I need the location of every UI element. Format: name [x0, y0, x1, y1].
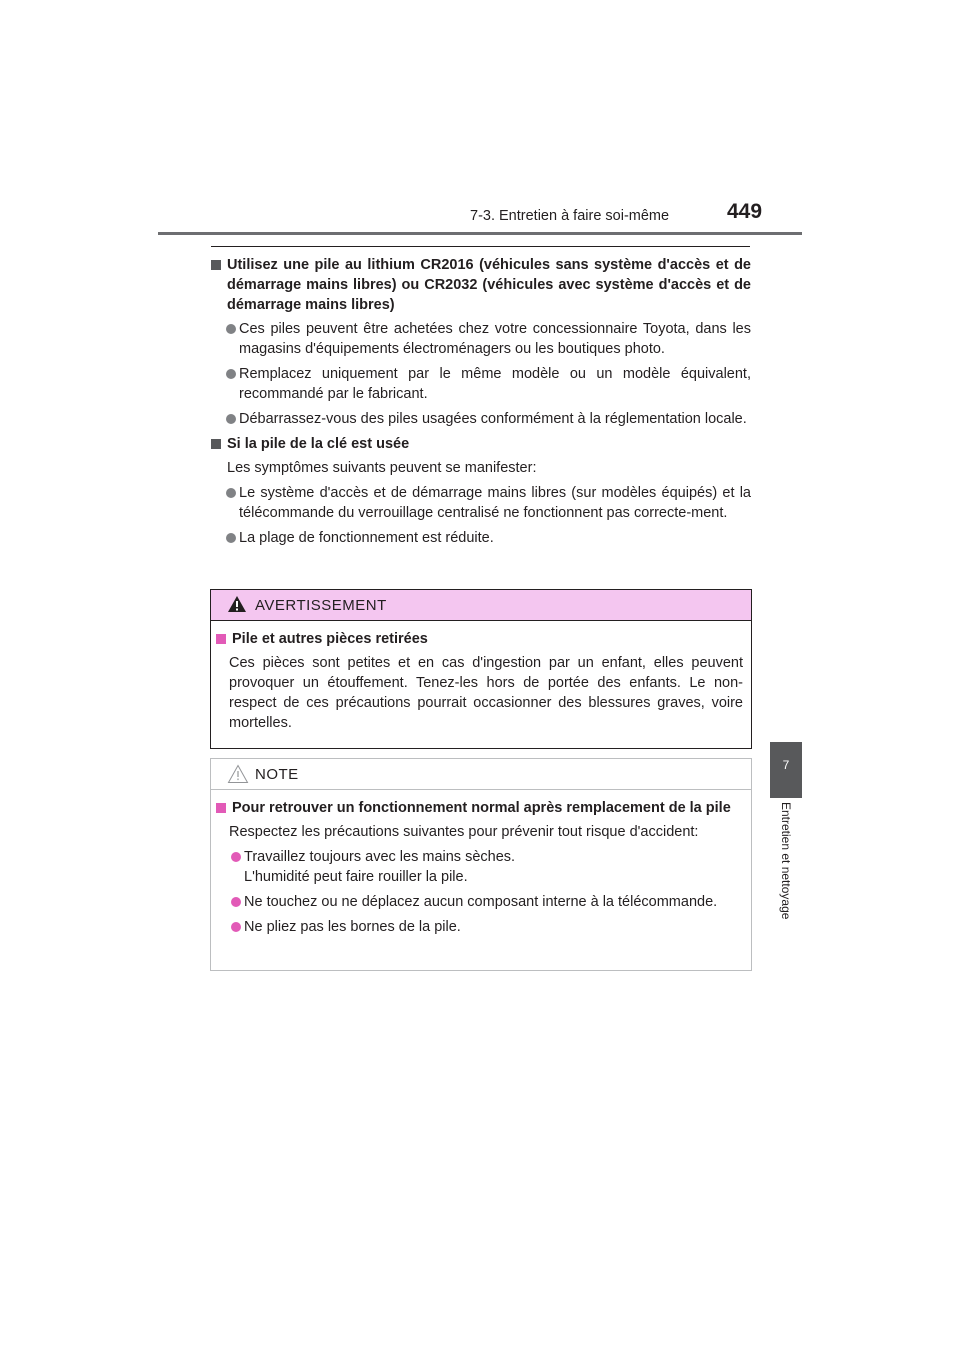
list-item: Le système d'accès et de démarrage mains libres (sur modèles équipés) et la télécommande du verrouillage centralisé ne fonctionnent pas correcte-ment.	[211, 483, 751, 523]
warning-title: AVERTISSEMENT	[255, 597, 387, 614]
note-box	[210, 758, 752, 971]
list-item: Ne touchez ou ne déplacez aucun composant interne à la télécommande.	[216, 892, 743, 912]
round-bullet-icon	[226, 369, 236, 379]
square-bullet-icon	[211, 260, 221, 270]
page-number: 449	[727, 200, 763, 223]
note-body	[211, 790, 751, 937]
warning-icon	[227, 595, 247, 613]
header-divider	[158, 232, 802, 235]
square-bullet-icon	[211, 439, 221, 449]
list-item: Travaillez toujours avec les mains sèches. L'humidité peut faire rouiller la pile.	[216, 847, 743, 887]
main-content	[211, 255, 751, 553]
list-item: La plage de fonctionnement est réduite.	[211, 528, 751, 548]
round-bullet-icon	[231, 852, 241, 862]
square-bullet-icon	[216, 634, 226, 644]
note-title: NOTE	[255, 766, 299, 783]
caution-outline-icon	[227, 764, 249, 784]
note-intro: Respectez les précautions suivantes pour prévenir tout risque d'accident:	[229, 824, 699, 840]
list-item: Débarrassez-vous des piles usagées conformément à la réglementation locale.	[211, 409, 751, 429]
warning-heading: Pile et autres pièces retirées	[216, 629, 743, 649]
section-title: 7-3. Entretien à faire soi-même	[470, 208, 670, 224]
content-divider	[211, 246, 750, 247]
note-header	[211, 759, 751, 790]
chapter-title-wrap	[770, 802, 802, 950]
warning-box	[210, 589, 752, 749]
worn-battery-heading: Si la pile de la clé est usée	[211, 434, 751, 454]
warning-body	[211, 621, 751, 733]
list-item: Ne pliez pas les bornes de la pile.	[216, 917, 743, 937]
round-bullet-icon	[226, 533, 236, 543]
round-bullet-icon	[231, 922, 241, 932]
note-heading: Pour retrouver un fonctionnement normal après remplacement de la pile	[216, 798, 743, 818]
list-item: Remplacez uniquement par le même modèle ou un modèle équivalent, recommandé par le fabricant.	[211, 364, 751, 404]
worn-intro: Les symptômes suivants peuvent se manifester:	[227, 460, 537, 476]
warning-text: Ces pièces sont petites et en cas d'ingestion par un enfant, elles peuvent provoquer un étouffement. Tenez-les hors de portée des enfants. Le non-respect de ces précautions pourrait occasionner des blessures graves, voire mortelles.	[229, 655, 743, 731]
list-item: Ces piles peuvent être achetées chez votre concessionnaire Toyota, dans les magasins d'équipements électroménagers ou les boutiques photo.	[211, 319, 751, 359]
chapter-title: Entretien et nettoyage	[779, 802, 793, 920]
battery-heading: Utilisez une pile au lithium CR2016 (véhicules sans système d'accès et de démarrage mains libres) ou CR2032 (véhicules avec système d'accès et de démarrage mains libres)	[211, 255, 751, 315]
round-bullet-icon	[231, 897, 241, 907]
round-bullet-icon	[226, 324, 236, 334]
square-bullet-icon	[216, 803, 226, 813]
round-bullet-icon	[226, 414, 236, 424]
warning-header	[211, 590, 751, 621]
chapter-number: 7	[782, 758, 790, 772]
round-bullet-icon	[226, 488, 236, 498]
